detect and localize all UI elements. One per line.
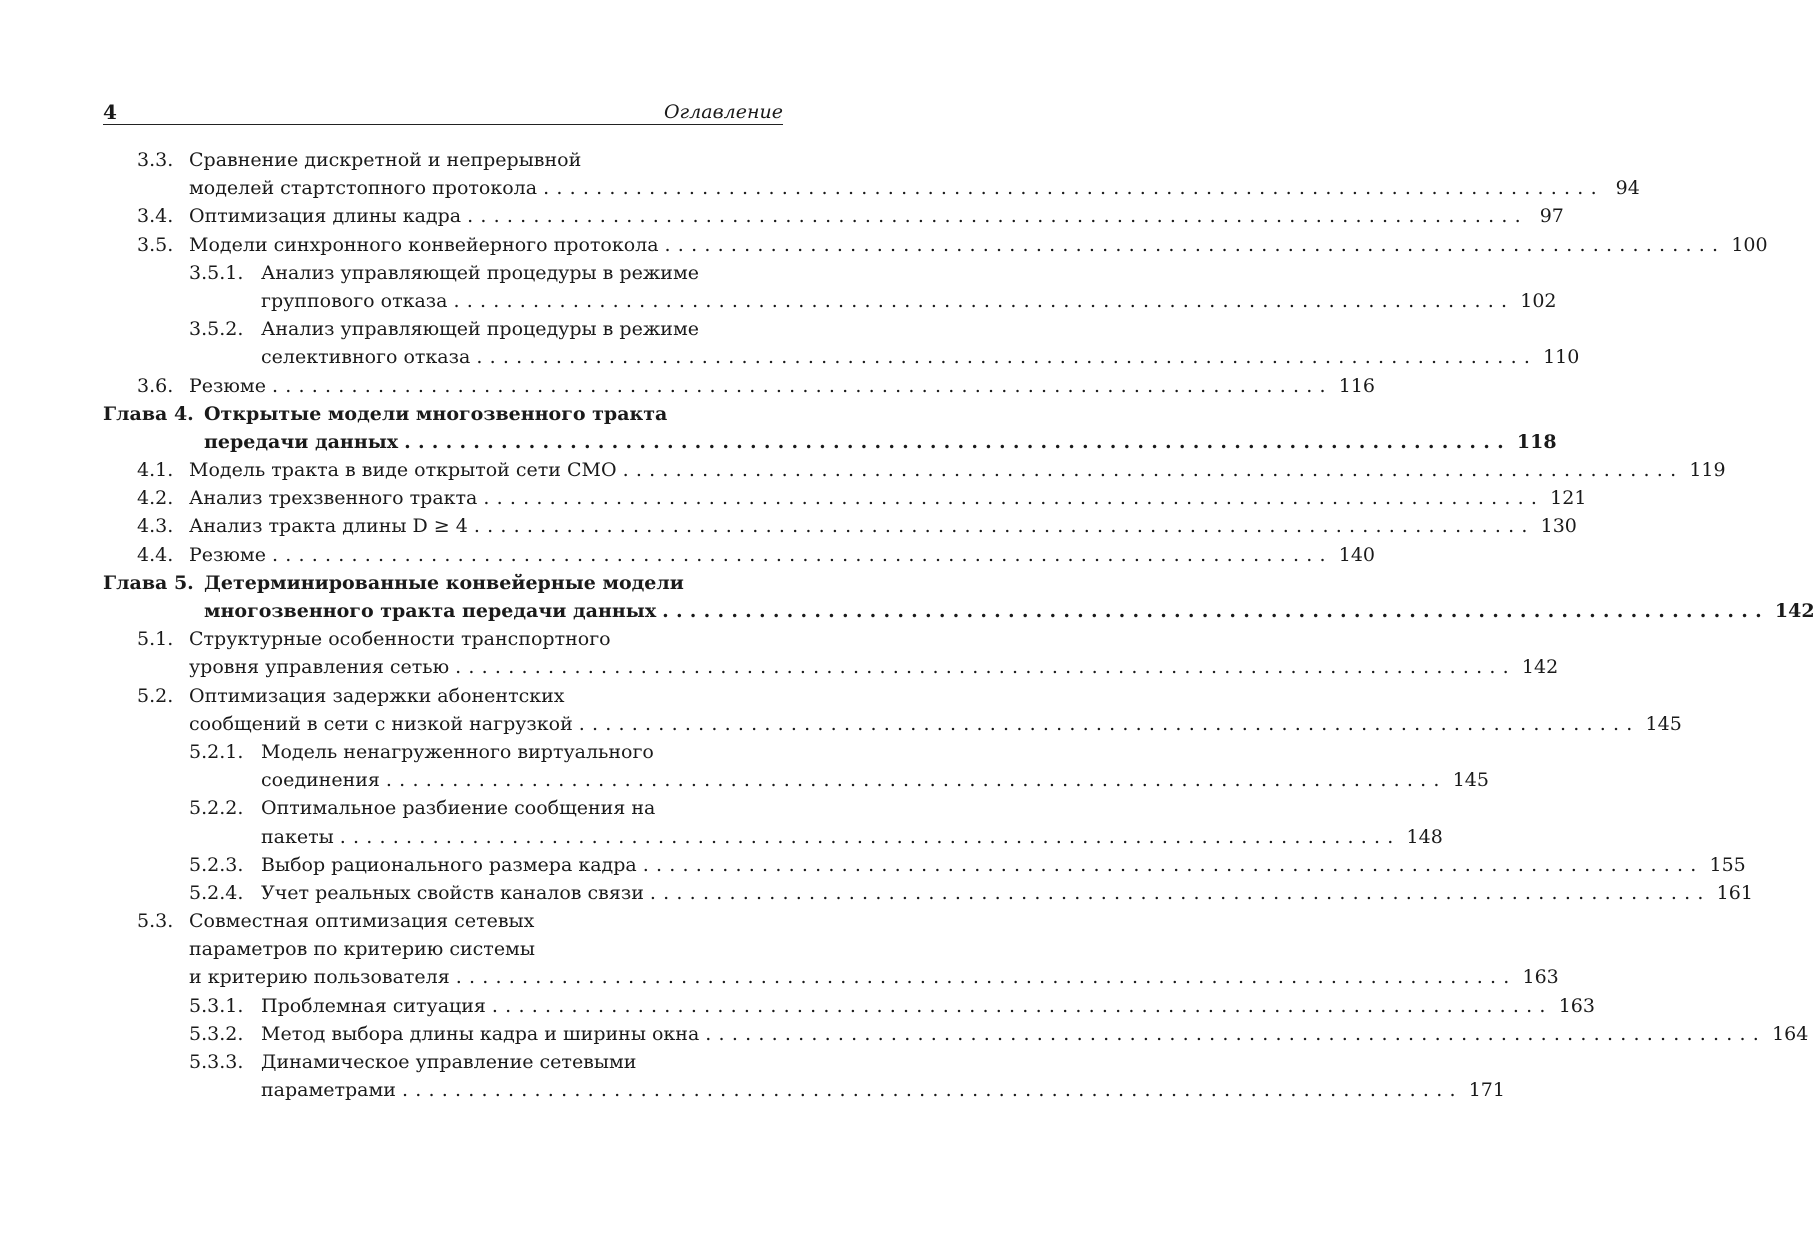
toc-entry-page: 148 [1406, 825, 1443, 848]
toc-entry-page: 163 [1522, 966, 1559, 989]
toc-entry-number: 3.6. [137, 374, 174, 397]
toc-entry[interactable] [103, 597, 1815, 625]
toc-entry-title: Резюме [189, 374, 266, 397]
toc-entry-body [261, 1048, 783, 1076]
toc-entry[interactable] [103, 1048, 783, 1076]
toc-entry-page: 142 [1774, 600, 1815, 622]
toc-entry[interactable] [103, 935, 783, 963]
toc-entry[interactable] [103, 231, 1768, 259]
toc-entry-body [189, 653, 1559, 681]
toc-entry-body [261, 259, 783, 287]
toc-entry-title: Резюме [189, 543, 266, 566]
toc-entry-body [189, 372, 1375, 400]
leader-dots: ................................................................................ [271, 374, 1333, 397]
toc-entry-page: 164 [1772, 1022, 1809, 1045]
toc-entry-number: 3.4. [137, 205, 174, 228]
toc-entry-body [204, 400, 783, 428]
toc-entry-page: 119 [1689, 459, 1726, 482]
toc-entry-title: Проблемная ситуация [261, 994, 486, 1017]
toc-entry-page: 130 [1540, 515, 1577, 538]
toc-entry-body [261, 738, 783, 766]
toc-entry-page: 145 [1452, 769, 1489, 792]
toc-entry-title: Модели синхронного конвейерного протокола [189, 233, 659, 256]
toc-entry-body [189, 541, 1375, 569]
toc-entry[interactable] [103, 343, 1580, 371]
toc-entry-number: 5.2. [137, 684, 174, 707]
leader-dots: ................................................................................ [491, 994, 1553, 1017]
leader-dots: ................................................................................ [271, 543, 1333, 566]
toc-entry-body [261, 1076, 1505, 1104]
toc-entry[interactable] [103, 315, 783, 343]
toc-entry-title: моделей стартстопного протокола [189, 177, 538, 200]
toc-entry[interactable] [103, 907, 783, 935]
toc-entry-body [189, 963, 1559, 991]
toc-entry-body [189, 174, 1640, 202]
toc-entry-body [261, 992, 1595, 1020]
toc-entry-number: 4.2. [137, 487, 174, 510]
toc-entry-body [189, 710, 1682, 738]
toc-entry[interactable] [103, 174, 1640, 202]
toc-entry-page: 140 [1338, 543, 1375, 566]
toc-entry-number: Глава 5. [103, 571, 194, 594]
toc-entry[interactable] [103, 541, 1375, 569]
toc-entry-title: и критерию пользователя [189, 966, 450, 989]
toc-entry-title: Оптимальное разбиение сообщения на [261, 797, 656, 820]
leader-dots: ................................................................................ [662, 600, 1769, 622]
toc-entry[interactable] [103, 992, 1595, 1020]
toc-entry-body [189, 935, 783, 963]
toc-entry-title: Оптимизация задержки абонентских [189, 684, 565, 707]
toc-entry-title: Анализ управляющей процедуры в режиме [261, 261, 699, 284]
toc-entry[interactable] [103, 879, 1753, 907]
toc-entry-page: 100 [1731, 233, 1768, 256]
toc-entry-title: Анализ управляющей процедуры в режиме [261, 318, 699, 341]
toc-entry[interactable] [103, 428, 1557, 456]
toc-entry[interactable] [103, 963, 1559, 991]
toc-entry-body [261, 823, 1443, 851]
toc-entry-body [189, 456, 1726, 484]
toc-entry-number: 5.2.4. [189, 881, 244, 904]
toc-entry-page: 142 [1521, 656, 1559, 679]
leader-dots: ................................................................................ [664, 233, 1726, 256]
toc-entry-number: 3.5. [137, 233, 174, 256]
toc-entry-title: параметров по критерию системы [189, 938, 535, 961]
toc-entry[interactable] [103, 625, 783, 653]
toc-entry-number: 5.2.2. [189, 797, 244, 820]
toc-entry-number: Глава 4. [103, 402, 194, 425]
leader-dots: ................................................................................ [455, 966, 1517, 989]
leader-dots: ................................................................................ [476, 346, 1538, 369]
leader-dots: ................................................................................ [473, 515, 1535, 538]
toc-entry-title: группового отказа [261, 289, 448, 312]
toc-entry-title: Совместная оптимизация сетевых [189, 910, 535, 933]
running-title: Оглавление [663, 101, 783, 123]
toc-entry[interactable] [103, 569, 783, 597]
toc-entry-number: 3.5.2. [189, 318, 244, 341]
toc-entry-title: пакеты [261, 825, 334, 848]
toc-entry-title: Оптимизация длины кадра [189, 205, 462, 228]
toc-entry-page: 163 [1558, 994, 1595, 1017]
toc-entry-title: Учет реальных свойств каналов связи [261, 881, 644, 904]
leader-dots: ................................................................................ [467, 205, 1528, 228]
toc-entry[interactable] [103, 794, 783, 822]
toc-entry-page: 102 [1520, 289, 1557, 312]
toc-entry-title: Анализ трехзвенного тракта [189, 487, 478, 510]
toc-entry[interactable] [103, 259, 783, 287]
toc-entry-title: Открытые модели многозвенного тракта [204, 402, 668, 425]
toc-entry-title: параметрами [261, 1079, 396, 1102]
toc-entry-number: 3.5.1. [189, 261, 244, 284]
leader-dots: ................................................................................ [401, 1079, 1463, 1102]
leader-dots: ................................................................................ [705, 1022, 1767, 1045]
toc-entry-body [189, 682, 783, 710]
toc-entry-page: 94 [1615, 177, 1640, 200]
toc-entry-body [189, 625, 783, 653]
toc-entry-body [261, 794, 783, 822]
leader-dots: ................................................................................ [455, 656, 1516, 679]
toc-entry[interactable] [103, 851, 1746, 879]
leader-dots: ................................................................................ [483, 487, 1545, 510]
leader-dots: ................................................................................ [385, 769, 1447, 792]
toc-entry-page: 171 [1468, 1079, 1505, 1102]
toc-entry[interactable] [103, 512, 1577, 540]
toc-entry-number: 5.3.1. [189, 994, 244, 1017]
toc-entry-title: Динамическое управление сетевыми [261, 1051, 637, 1073]
toc-entry-number: 5.1. [137, 628, 174, 651]
toc-entry-page: 145 [1645, 712, 1682, 735]
toc-entry-title: Анализ тракта длины D ≥ 4 [189, 515, 468, 538]
toc-entry[interactable] [103, 287, 1557, 315]
toc-entry-number: 5.2.1. [189, 740, 244, 763]
toc-entry[interactable] [103, 146, 783, 174]
toc-entry-title: Выбор рационального размера кадра [261, 853, 637, 876]
toc-entry-title: передачи данных [204, 430, 399, 453]
toc-entry-body [204, 597, 1815, 625]
leader-dots: ................................................................................ [453, 289, 1515, 312]
toc-entry[interactable] [103, 1076, 1505, 1104]
toc-entry[interactable] [103, 653, 1559, 681]
toc-entry-page: 161 [1716, 881, 1753, 904]
toc-entry-page: 110 [1543, 346, 1580, 369]
toc-entry-number: 4.4. [137, 543, 174, 566]
leader-dots: ................................................................................ [649, 881, 1711, 904]
toc-entry-body [204, 569, 783, 597]
toc-entry-body [189, 512, 1577, 540]
leader-dots: ................................................................................ [404, 430, 1511, 453]
toc-entry-body [204, 428, 1557, 456]
page-number: 4 [103, 100, 117, 124]
toc-entry-body [189, 146, 783, 174]
toc-entry-page: 155 [1709, 853, 1746, 876]
toc-entry-body [189, 907, 783, 935]
toc-entry-title: многозвенного тракта передачи данных [204, 600, 657, 622]
toc-entry-page: 121 [1550, 487, 1587, 510]
toc-entry-number: 5.3. [137, 910, 174, 933]
toc-entry-page: 97 [1539, 205, 1564, 228]
toc-entry-body [261, 766, 1489, 794]
toc-entry-body [261, 879, 1753, 907]
toc-entry[interactable] [103, 710, 1682, 738]
toc-entry-number: 5.3.3. [189, 1051, 244, 1073]
toc-entry-body [189, 202, 1564, 230]
toc-entry-page: 118 [1516, 430, 1557, 453]
toc-entry[interactable] [103, 202, 1564, 230]
toc-entry-title: Модель тракта в виде открытой сети СМО [189, 459, 617, 482]
leader-dots: ................................................................................ [622, 459, 1684, 482]
toc-entry-title: Структурные особенности транспортного [189, 628, 611, 651]
toc-entry[interactable] [103, 823, 1443, 851]
toc-entry-page: 116 [1338, 374, 1375, 397]
toc-entry-body [261, 287, 1557, 315]
leader-dots: ................................................................................ [642, 853, 1704, 876]
toc-entry-body [261, 851, 1746, 879]
leader-dots: ................................................................................ [543, 177, 1604, 200]
leader-dots: ................................................................................ [339, 825, 1401, 848]
toc-entry-body [189, 231, 1768, 259]
toc-entry-title: соединения [261, 769, 380, 792]
toc-entry[interactable] [103, 400, 783, 428]
toc-entry-title: Метод выбора длины кадра и ширины окна [261, 1022, 700, 1045]
toc-entry-title: уровня управления сетью [189, 656, 450, 679]
table-of-contents [103, 146, 1815, 1104]
toc-entry[interactable] [103, 456, 1726, 484]
toc-entry[interactable] [103, 1020, 1809, 1048]
toc-entry[interactable] [103, 372, 1375, 400]
toc-entry[interactable] [103, 766, 1489, 794]
toc-entry-body [261, 1020, 1809, 1048]
toc-entry-title: Сравнение дискретной и непрерывной [189, 149, 582, 171]
toc-entry-number: 3.3. [137, 149, 174, 171]
toc-entry[interactable] [103, 738, 783, 766]
toc-entry-title: сообщений в сети с низкой нагрузкой [189, 712, 573, 735]
toc-entry-title: селективного отказа [261, 346, 471, 369]
toc-entry-number: 5.2.3. [189, 853, 244, 876]
toc-entry-title: Модель ненагруженного виртуального [261, 740, 654, 763]
toc-entry-number: 4.1. [137, 459, 174, 482]
toc-entry-number: 4.3. [137, 515, 174, 538]
toc-entry[interactable] [103, 484, 1587, 512]
toc-entry-body [189, 484, 1587, 512]
page-header [103, 100, 783, 125]
toc-entry[interactable] [103, 682, 783, 710]
leader-dots: ................................................................................ [578, 712, 1640, 735]
toc-entry-title: Детерминированные конвейерные модели [204, 571, 684, 594]
toc-entry-body [261, 315, 783, 343]
toc-entry-body [261, 343, 1580, 371]
toc-entry-number: 5.3.2. [189, 1022, 244, 1045]
